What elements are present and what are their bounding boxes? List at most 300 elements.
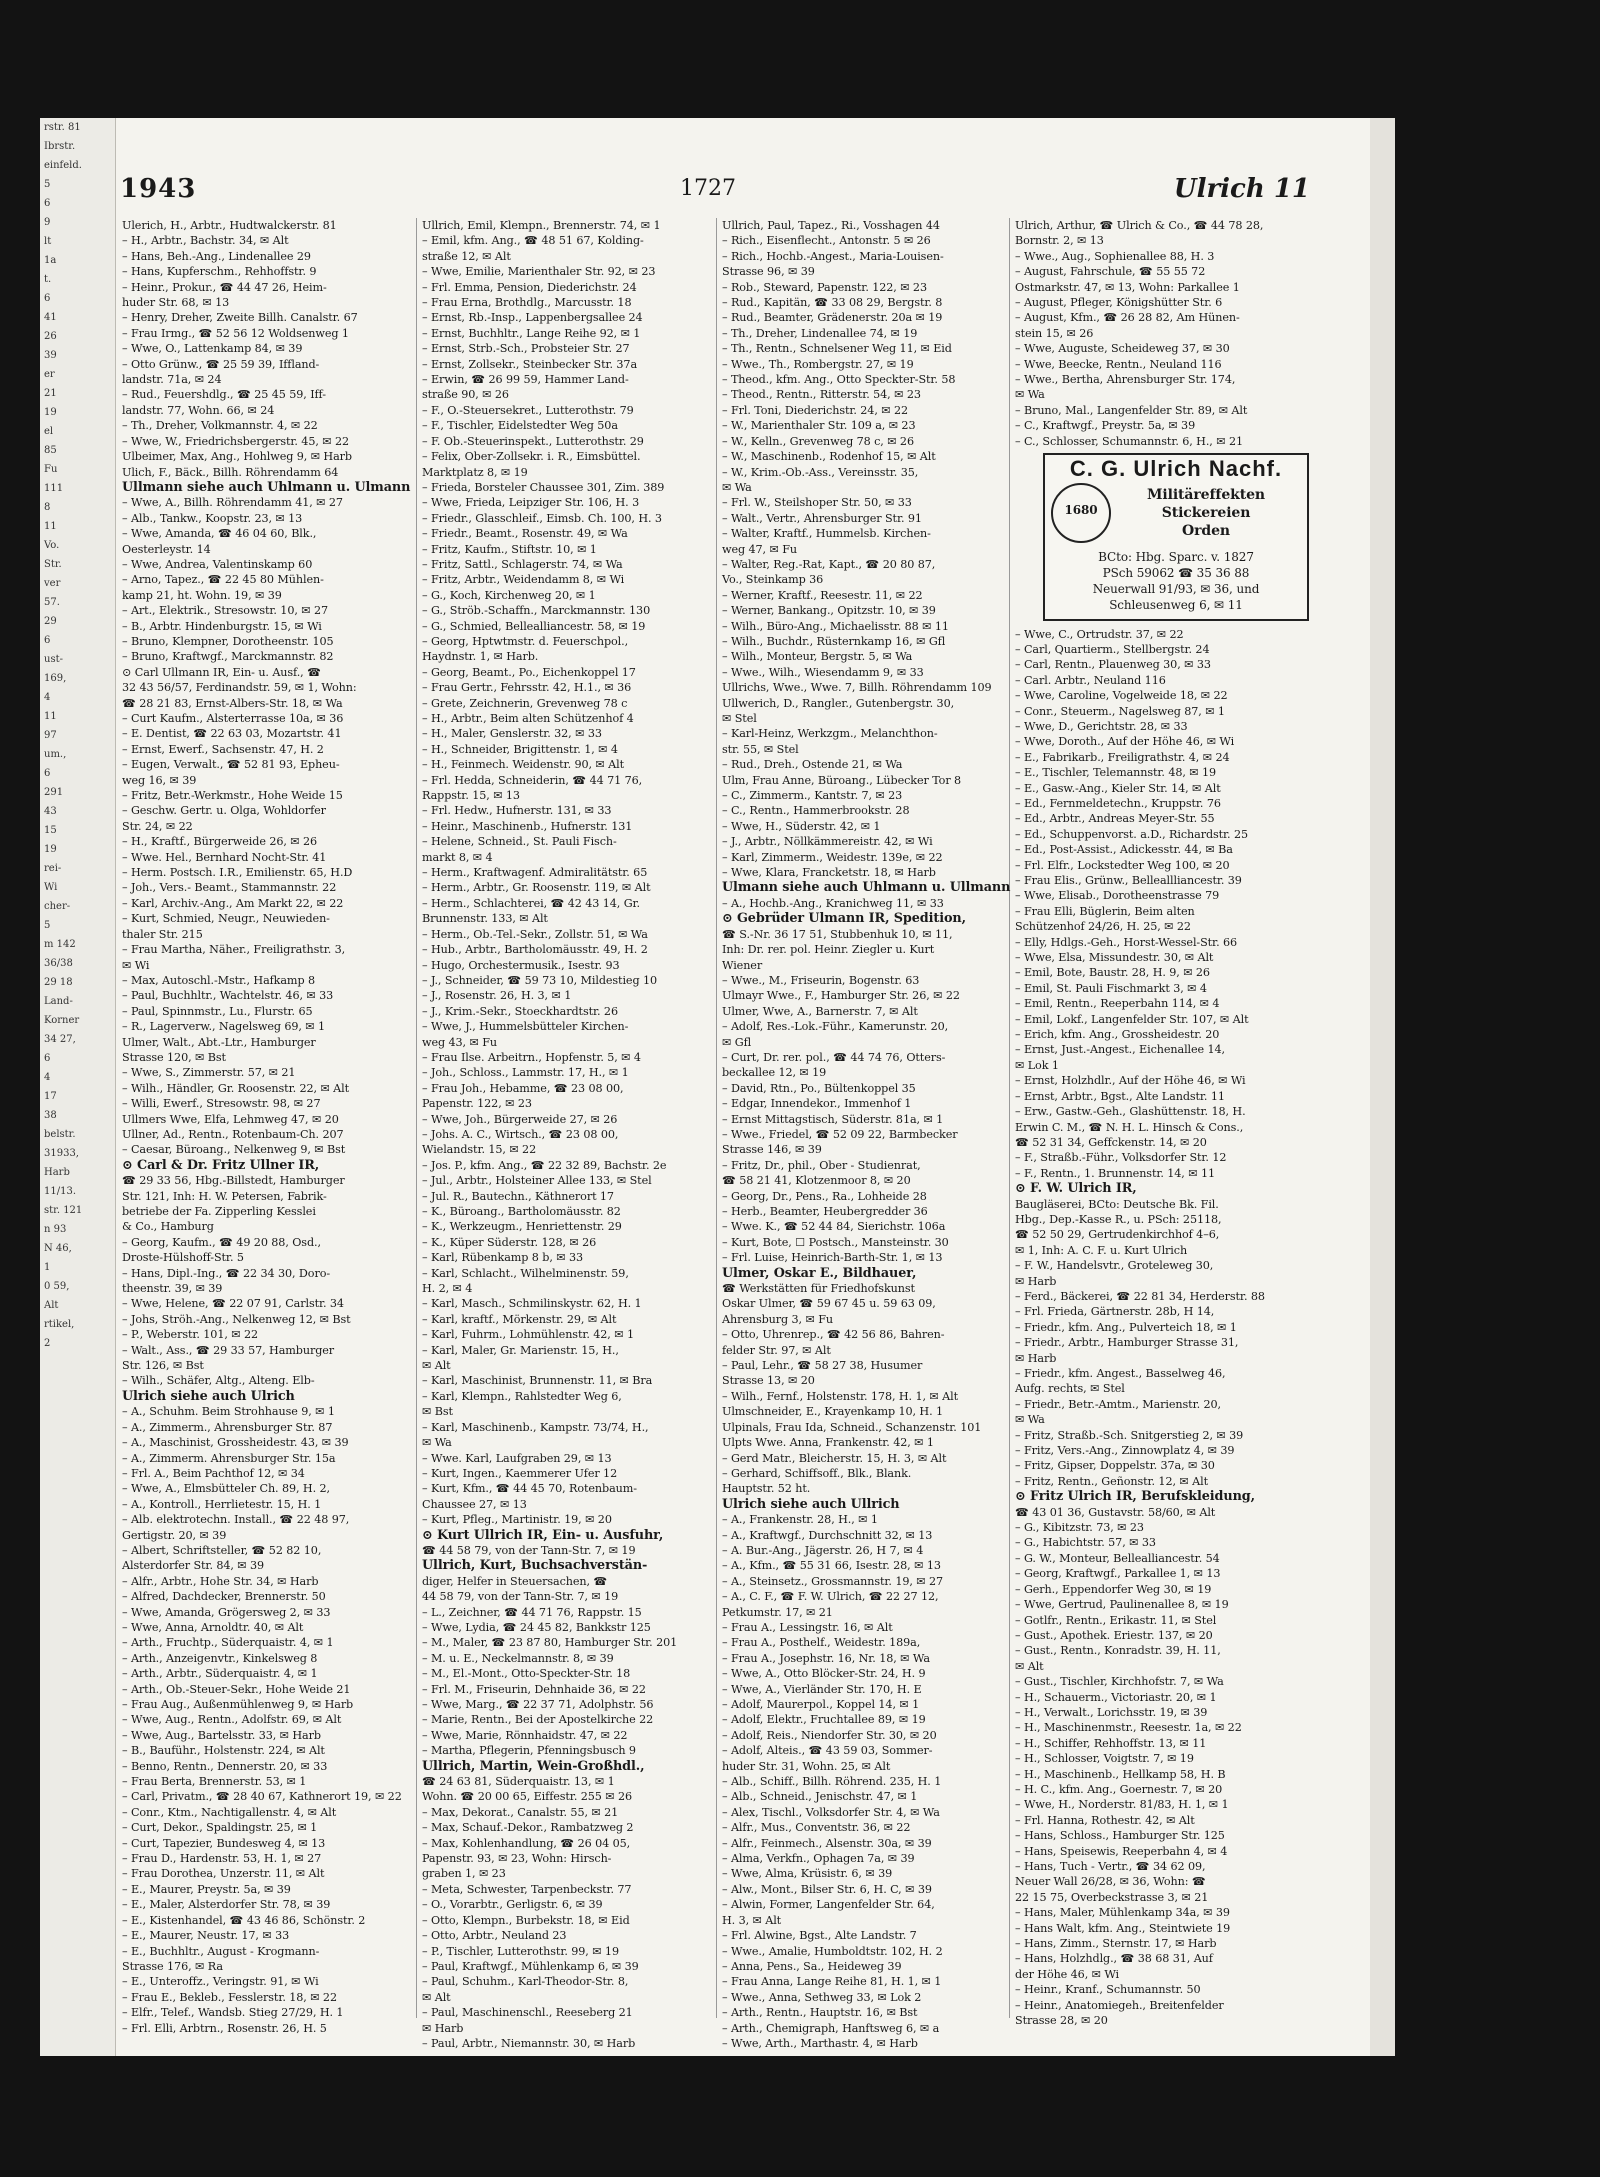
directory-entry: Erwin C. M., ☎ N. H. L. Hinsch & Cons., <box>1015 1120 1244 1134</box>
directory-entry: Bornstr. 2, ✉ 13 <box>1015 234 1104 248</box>
directory-entry: ☎ 58 21 41, Klotzenmoor 8, ✉ 20 <box>722 1174 911 1188</box>
strip-fragment: 6 <box>44 198 51 209</box>
directory-entry: – Max, Autoschl.-Mstr., Hafkamp 8 <box>122 973 315 987</box>
directory-entry: – Paul, Lehr., ☎ 58 27 38, Husumer <box>722 1359 923 1373</box>
directory-entry: Str. 121, Inh: H. W. Petersen, Fabrik- <box>122 1189 327 1203</box>
directory-entry: 44 58 79, von der Tann-Str. 7, ✉ 19 <box>422 1590 619 1604</box>
directory-entry: – Wwe, Elsa, Missundestr. 30, ✉ Alt <box>1015 951 1214 965</box>
directory-entry: – A., Zimmerm., Ahrensburger Str. 87 <box>122 1420 333 1434</box>
directory-entry: – Arth., Rentn., Hauptstr. 16, ✉ Bst <box>722 2006 918 2020</box>
directory-entry: – Wwe., Bertha, Ahrensburger Str. 174, <box>1015 373 1236 387</box>
directory-entry: – Max, Schauf.-Dekor., Rambatzweg 2 <box>422 1821 634 1835</box>
directory-entry: – Wwe, Gertrud, Paulinenallee 8, ✉ 19 <box>1015 1598 1229 1612</box>
strip-fragment: 29 <box>44 616 57 627</box>
directory-entry: – Carl, Rentn., Plauenweg 30, ✉ 33 <box>1015 658 1211 672</box>
directory-entry: – Frau Ilse. Arbeitrn., Hopfenstr. 5, ✉ 4 <box>422 1050 641 1064</box>
directory-entry: – Geschw. Gertr. u. Olga, Wohldorfer <box>122 804 326 818</box>
directory-entry: Ulerich, H., Arbtr., Hudtwalckerstr. 81 <box>122 219 337 232</box>
directory-entry: ☎ 44 58 79, von der Tann-Str. 7, ✉ 19 <box>422 1543 636 1557</box>
directory-entry: – Frl. Luise, Heinrich-Barth-Str. 1, ✉ 13 <box>722 1251 943 1265</box>
directory-entry: – Frau Erna, Brothdlg., Marcusstr. 18 <box>422 296 632 310</box>
directory-entry: theenstr. 39, ✉ 39 <box>122 1282 223 1296</box>
directory-entry: – G. W., Monteur, Bellealliancestr. 54 <box>1015 1551 1220 1565</box>
strip-fragment: rtikel, <box>44 1319 75 1330</box>
directory-entry: – Heinr., Prokur., ☎ 44 47 26, Heim- <box>122 280 327 294</box>
directory-entry: – Emil, Bote, Baustr. 28, H. 9, ✉ 26 <box>1015 966 1210 980</box>
directory-entry: – E., Gasw.-Ang., Kieler Str. 14, ✉ Alt <box>1015 781 1221 795</box>
directory-entry: – Paul, Schuhm., Karl-Theodor-Str. 8, <box>422 1975 629 1989</box>
directory-entry: weg 43, ✉ Fu <box>422 1035 497 1049</box>
directory-entry: – A., Zimmerm. Ahrensburger Str. 15a <box>122 1451 336 1465</box>
previous-page-edge <box>40 118 116 2056</box>
strip-fragment: 19 <box>44 844 57 855</box>
directory-heading: Ullrich, Kurt, Buchsachverstän- <box>422 1558 648 1574</box>
directory-entry: – Wwe, Aug., Bartelsstr. 33, ✉ Harb <box>122 1728 321 1742</box>
directory-entry: – E., Fabrikarb., Freiligrathstr. 4, ✉ 24 <box>1015 750 1230 764</box>
directory-entry: – Frau Joh., Hebamme, ☎ 23 08 00, <box>422 1081 624 1095</box>
directory-entry: – Hub., Arbtr., Bartholomäusstr. 49, H. 2 <box>422 943 648 957</box>
directory-entry: Hbg., Dep.-Kasse R., u. PSch: 25118, <box>1015 1212 1222 1226</box>
directory-entry: – K., Werkzeugm., Henriettenstr. 29 <box>422 1220 622 1234</box>
directory-entry: Petkumstr. 17, ✉ 21 <box>722 1605 833 1619</box>
directory-entry: – Ed., Schuppenvorst. a.D., Richardstr. 25 <box>1015 827 1249 841</box>
directory-entry: – Karl, Fuhrm., Lohmühlenstr. 42, ✉ 1 <box>422 1328 634 1342</box>
directory-entry: – Frl. M., Friseurin, Dehnhaide 36, ✉ 22 <box>422 1682 646 1696</box>
directory-entry: – Hans, Tuch - Vertr., ☎ 34 62 09, <box>1015 1860 1206 1873</box>
directory-entry: – R., Lagerverw., Nagelsweg 69, ✉ 1 <box>122 1020 326 1034</box>
directory-entry: – G., Habichtstr. 57, ✉ 33 <box>1015 1536 1156 1550</box>
directory-entry: – Erwin, ☎ 26 99 59, Hammer Land- <box>422 373 629 387</box>
strip-fragment: 6 <box>44 1053 51 1064</box>
directory-entry: – H. C., kfm. Ang., Goernestr. 7, ✉ 20 <box>1015 1782 1223 1796</box>
directory-entry: – Wwe, O., Lattenkamp 84, ✉ 39 <box>122 342 303 356</box>
directory-entry: Ulbeimer, Max, Ang., Hohlweg 9, ✉ Harb <box>122 450 352 464</box>
directory-entry: – Paul, Kraftwgf., Mühlenkamp 6, ✉ 39 <box>422 1959 639 1973</box>
directory-entry: – Heinr., Anatomiegeh., Breitenfelder <box>1015 1998 1224 2012</box>
directory-entry: – Joh., Vers.- Beamt., Stammannstr. 22 <box>122 881 337 895</box>
directory-entry: str. 55, ✉ Stel <box>722 742 799 756</box>
directory-entry: Ulpinals, Frau Ida, Schneid., Schanzenstr. 101 <box>722 1420 982 1434</box>
strip-fragment: 291 <box>44 787 64 798</box>
strip-fragment: 9 <box>44 217 51 228</box>
directory-entry: – Wwe., Wilh., Wiesendamm 9, ✉ 33 <box>722 665 924 679</box>
directory-entry: – B., Bauführ., Holstenstr. 224, ✉ Alt <box>122 1744 325 1758</box>
directory-entry: – Anna, Pens., Sa., Heideweg 39 <box>722 1959 902 1973</box>
strip-fragment: ver <box>44 578 61 589</box>
directory-entry: betriebe der Fa. Zipperling Kesslei <box>122 1205 316 1218</box>
directory-entry: – August, Pfleger, Königshütter Str. 6 <box>1015 296 1223 310</box>
directory-entry: Str. 24, ✉ 22 <box>122 819 193 833</box>
directory-entry: Ullrich, Paul, Tapez., Ri., Vosshagen 44 <box>722 219 940 232</box>
directory-entry: – Emil, St. Pauli Fischmarkt 3, ✉ 4 <box>1015 981 1207 995</box>
directory-entry: Inh: Dr. rer. pol. Heinr. Ziegler u. Kurt <box>722 943 935 957</box>
directory-entry: – Wwe, A., Vierländer Str. 170, H. E <box>722 1682 922 1696</box>
strip-fragment: 19 <box>44 407 57 418</box>
directory-entry: – Art., Elektrik., Stresowstr. 10, ✉ 27 <box>122 604 329 618</box>
directory-entry: – Paul, Maschinenschl., Reeseberg 21 <box>422 2006 633 2020</box>
directory-entry: – Rich., Eisenflecht., Antonstr. 5 ✉ 26 <box>722 234 931 248</box>
directory-entry: – Wwe, Klara, Francketstr. 18, ✉ Harb <box>722 866 936 880</box>
directory-entry: Ulrich, Arthur, ☎ Ulrich & Co., ☎ 44 78 28, <box>1015 219 1264 232</box>
directory-entry: – Frau Anna, Lange Reihe 81, H. 1, ✉ 1 <box>722 1975 942 1989</box>
directory-entry: – Ed., Arbtr., Andreas Meyer-Str. 55 <box>1015 812 1215 826</box>
directory-entry: Ulmschneider, E., Krayenkamp 10, H. 1 <box>722 1405 944 1419</box>
directory-entry: – Hans, Zimm., Sternstr. 17, ✉ Harb <box>1015 1937 1217 1951</box>
directory-entry: – Frl. A., Beim Pachthof 12, ✉ 34 <box>122 1466 305 1480</box>
directory-entry: – Wwe, Amanda, ☎ 46 04 60, Blk., <box>122 527 317 541</box>
strip-fragment: 4 <box>44 692 51 703</box>
directory-entry: – Ferd., Bäckerei, ☎ 22 81 34, Herderstr. 88 <box>1015 1289 1265 1303</box>
strip-fragment: Land- <box>44 996 73 1007</box>
directory-entry: – P., Weberstr. 101, ✉ 22 <box>122 1328 259 1342</box>
directory-entry: ✉ Alt <box>1015 1659 1044 1673</box>
strip-fragment: Ibrstr. <box>44 141 76 152</box>
directory-entry: – A., Maschinist, Grossheidestr. 43, ✉ 39 <box>122 1436 349 1450</box>
directory-entry: Ahrensburg 3, ✉ Fu <box>722 1312 833 1326</box>
directory-entry: – Albert, Schriftsteller, ☎ 52 82 10, <box>122 1543 322 1557</box>
directory-entry: – Erich, kfm. Ang., Grossheidestr. 20 <box>1015 1028 1220 1042</box>
directory-entry: – Frau Dorothea, Unzerstr. 11, ✉ Alt <box>122 1867 325 1881</box>
directory-entry: – Wwe, Marg., ☎ 22 37 71, Adolphstr. 56 <box>422 1698 654 1711</box>
directory-entry: – Frau D., Hardenstr. 53, H. 1, ✉ 27 <box>122 1852 322 1866</box>
directory-entry: – Felix, Ober-Zollsekr. i. R., Eimsbüttel. <box>422 450 641 464</box>
name-range: Ulrich 11 <box>1173 174 1310 204</box>
directory-entry: – Paul, Buchhltr., Wachtelstr. 46, ✉ 33 <box>122 989 334 1003</box>
directory-entry: – Erw., Gastw.-Geh., Glashüttenstr. 18, H. <box>1015 1105 1246 1119</box>
directory-entry: der Höhe 46, ✉ Wi <box>1015 1967 1120 1981</box>
directory-entry: diger, Helfer in Steuersachen, ☎ <box>422 1574 608 1588</box>
directory-entry: – August, Kfm., ☎ 26 28 82, Am Hünen- <box>1015 311 1240 325</box>
ad-bank: BCto: Hbg. Sparc. v. 1827 <box>1098 549 1254 564</box>
directory-entry: Strasse 13, ✉ 20 <box>722 1374 815 1388</box>
ad-address: Neuerwall 91/93, ✉ 36, und <box>1092 581 1260 596</box>
directory-entry: – Wwe., M., Friseurin, Bogenstr. 63 <box>722 973 920 987</box>
directory-entry: Haydnstr. 1, ✉ Harb. <box>422 650 539 664</box>
directory-entry: – Fritz, Vers.-Ang., Zinnowplatz 4, ✉ 39 <box>1015 1444 1235 1458</box>
directory-entry: – Karl-Heinz, Werkzgm., Melanchthon- <box>722 727 938 741</box>
directory-entry: – Adolf, Res.-Lok.-Führ., Kamerunstr. 20, <box>722 1020 949 1034</box>
directory-entry: – Wwe, A., Elmsbütteler Ch. 89, H. 2, <box>122 1482 330 1496</box>
directory-column-4 <box>1015 218 1307 2028</box>
directory-entry: – Wwe., Anna, Sethweg 33, ✉ Lok 2 <box>722 1990 922 2004</box>
directory-entry: – Wwe, Aug., Rentn., Adolfstr. 69, ✉ Alt <box>122 1713 342 1727</box>
directory-entry: stein 15, ✉ 26 <box>1015 326 1094 340</box>
directory-entry: Oskar Ulmer, ☎ 59 67 45 u. 59 63 09, <box>722 1297 936 1311</box>
directory-entry: – Gust., Tischler, Kirchhofstr. 7, ✉ Wa <box>1015 1675 1224 1689</box>
directory-entry: ☎ S.-Nr. 36 17 51, Stubbenhuk 10, ✉ 11, <box>722 927 953 941</box>
directory-entry: – Walt., Vertr., Ahrensburger Str. 91 <box>722 511 922 525</box>
directory-entry: ⊙ Carl Ullmann IR, Ein- u. Ausf., ☎ <box>122 665 321 679</box>
directory-entry: – Frau Martha, Näher., Freiligrathstr. 3, <box>122 943 346 957</box>
directory-entry: ✉ Wa <box>1015 388 1045 402</box>
directory-entry: – H., Maschinenmstr., Reesestr. 1a, ✉ 22 <box>1015 1721 1242 1735</box>
directory-entry: – Karl, Archiv.-Ang., Am Markt 22, ✉ 22 <box>122 896 344 910</box>
directory-entry: – Friedr., kfm. Ang., Pulverteich 18, ✉ 1 <box>1015 1320 1237 1334</box>
directory-entry: Ulm, Frau Anne, Büroang., Lübecker Tor 8 <box>722 773 962 787</box>
directory-entry: – Rud., Beamter, Grädenerstr. 20a ✉ 19 <box>722 311 943 325</box>
directory-entry: – Ed., Fernmeldetechn., Kruppstr. 76 <box>1015 796 1221 810</box>
strip-fragment: Str. <box>44 559 62 570</box>
directory-entry: – Wilh., Händler, Gr. Roosenstr. 22, ✉ Alt <box>122 1081 350 1095</box>
directory-entry: – Fritz, Gipser, Doppelstr. 37a, ✉ 30 <box>1015 1459 1215 1473</box>
directory-entry: – Kurt, Bote, ☐ Postsch., Mansteinstr. 30 <box>722 1235 949 1249</box>
directory-entry: landstr. 71a, ✉ 24 <box>122 373 222 387</box>
directory-entry: – Gust., Rentn., Konradstr. 39, H. 11, <box>1015 1644 1221 1658</box>
directory-entry: H. 3, ✉ Alt <box>722 1913 782 1927</box>
directory-entry: ✉ Stel <box>722 712 757 725</box>
column-divider <box>416 218 417 2018</box>
directory-entry: – Karl, Maler, Gr. Marienstr. 15, H., <box>422 1343 619 1357</box>
directory-entry: – Henry, Dreher, Zweite Billh. Canalstr. 67 <box>122 311 358 325</box>
directory-entry: Aufg. rechts, ✉ Stel <box>1015 1382 1125 1396</box>
directory-entry: – Curt, Dekor., Spaldingstr. 25, ✉ 1 <box>122 1821 318 1835</box>
directory-entry: – Carl, Quartierm., Stellbergstr. 24 <box>1015 642 1210 656</box>
directory-entry: Droste-Hülshoff-Str. 5 <box>122 1251 244 1265</box>
directory-entry: ✉ Wi <box>122 958 150 972</box>
directory-entry: Ostmarkstr. 47, ✉ 13, Wohn: Parkallee 1 <box>1015 280 1240 294</box>
directory-entry: – Wwe. Hel., Bernhard Nocht-Str. 41 <box>122 850 327 864</box>
directory-entry: – Alfred, Dachdecker, Brennerstr. 50 <box>122 1590 326 1604</box>
directory-entry: kamp 21, ht. Wohn. 19, ✉ 39 <box>122 588 282 602</box>
directory-entry: – W., Kelln., Grevenweg 78 c, ✉ 26 <box>722 434 914 448</box>
directory-entry: – Th., Dreher, Volkmannstr. 4, ✉ 22 <box>122 419 318 433</box>
strip-fragment: cher- <box>44 901 71 912</box>
directory-entry: – Emil, Lokf., Langenfelder Str. 107, ✉ Alt <box>1015 1012 1249 1026</box>
directory-entry: – Wwe, C., Ortrudstr. 37, ✉ 22 <box>1015 627 1184 641</box>
strip-fragment: el <box>44 426 54 437</box>
directory-entry: – Wwe. Karl, Laufgraben 29, ✉ 13 <box>422 1451 612 1465</box>
directory-entry: – Frau A., Posthelf., Weidestr. 189a, <box>722 1636 921 1650</box>
directory-entry: – W., Maschinenb., Rodenhof 15, ✉ Alt <box>722 450 936 464</box>
strip-fragment: er <box>44 369 55 380</box>
directory-entry: – W., Krim.-Ob.-Ass., Vereinsstr. 35, <box>722 465 919 479</box>
directory-entry: – Hans, Beh.-Ang., Lindenallee 29 <box>122 249 311 263</box>
directory-entry: – Friedr., Glasschleif., Eimsb. Ch. 100, H. 3 <box>422 511 662 525</box>
directory-entry: Schützenhof 24/26, H. 25, ✉ 22 <box>1015 920 1191 934</box>
directory-entry: – O., Vorarbtr., Gerligstr. 6, ✉ 39 <box>422 1898 603 1912</box>
directory-entry: – E., Unteroffz., Veringstr. 91, ✉ Wi <box>122 1975 319 1989</box>
directory-entry: – E., Maler, Alsterdorfer Str. 78, ✉ 39 <box>122 1898 331 1912</box>
strip-fragment: einfeld. <box>44 160 82 171</box>
directory-entry: – Wwe., Th., Rombergstr. 27, ✉ 19 <box>722 357 914 371</box>
directory-entry: – Willi, Ewerf., Stresowstr. 98, ✉ 27 <box>122 1097 321 1111</box>
directory-entry: – Herm., Kraftwagenf. Admiralitätstr. 65 <box>422 866 648 880</box>
directory-entry: – Frau A., Josephstr. 16, Nr. 18, ✉ Wa <box>722 1651 930 1665</box>
directory-heading: ⊙ F. W. Ulrich IR, <box>1015 1181 1137 1197</box>
directory-entry: – Adolf, Alteis., ☎ 43 59 03, Sommer- <box>722 1744 933 1758</box>
strip-fragment: Alt <box>44 1300 59 1311</box>
strip-fragment: 6 <box>44 768 51 779</box>
directory-entry: – Ed., Post-Assist., Adickesstr. 44, ✉ Ba <box>1015 843 1233 857</box>
directory-entry: Strasse 120, ✉ Bst <box>122 1050 226 1064</box>
directory-entry: – Wwe, A., Billh. Röhrendamm 41, ✉ 27 <box>122 496 343 510</box>
strip-fragment: 43 <box>44 806 57 817</box>
directory-entry: – G., Kibitzstr. 73, ✉ 23 <box>1015 1521 1144 1535</box>
directory-entry: huder Str. 68, ✉ 13 <box>122 296 230 310</box>
directory-entry: straße 12, ✉ Alt <box>422 249 511 263</box>
directory-entry: – Frau Aug., Außenmühlenweg 9, ✉ Harb <box>122 1698 354 1711</box>
directory-entry: Oesterleystr. 14 <box>122 542 211 556</box>
directory-entry: – H., Schauerm., Victoriastr. 20, ✉ 1 <box>1015 1690 1217 1704</box>
directory-entry: – Arth., Anzeigenvtr., Kinkelsweg 8 <box>122 1651 318 1665</box>
directory-heading: Ulmann siehe auch Uhlmann u. Ullmann <box>722 880 1011 896</box>
directory-entry: ☎ 52 31 34, Geffckenstr. 14, ✉ 20 <box>1015 1135 1207 1149</box>
strip-fragment: 97 <box>44 730 57 741</box>
directory-entry: – Frl. Hedw., Hufnerstr. 131, ✉ 33 <box>422 804 612 818</box>
directory-entry: – Ernst Mittagstisch, Süderstr. 81a, ✉ 1 <box>722 1112 944 1126</box>
directory-entry: ✉ Alt <box>422 1359 451 1373</box>
directory-entry: Ulmer, Walt., Abt.-Ltr., Hamburger <box>122 1035 316 1049</box>
directory-entry: – E. Dentist, ☎ 22 63 03, Mozartstr. 41 <box>122 727 342 741</box>
company-advertisement <box>1043 453 1309 620</box>
directory-entry: – Conr., Ktm., Nachtigallenstr. 4, ✉ Alt <box>122 1805 337 1819</box>
directory-entry: – Arno, Tapez., ☎ 22 45 80 Mühlen- <box>122 573 324 587</box>
directory-entry: weg 16, ✉ 39 <box>122 773 197 787</box>
directory-entry: Neuer Wall 26/28, ✉ 36, Wohn: ☎ <box>1015 1875 1206 1889</box>
directory-entry: – Rob., Steward, Papenstr. 122, ✉ 23 <box>722 280 927 294</box>
directory-entry: ✉ 1, Inh: A. C. F. u. Kurt Ulrich <box>1015 1243 1188 1257</box>
directory-entry: – Frl. Elfr., Lockstedter Weg 100, ✉ 20 <box>1015 858 1230 872</box>
directory-entry: – Wilh., Schäfer, Altg., Alteng. Elb- <box>122 1374 315 1388</box>
directory-entry: – Wwe, Anna, Arnoldtr. 40, ✉ Alt <box>122 1620 304 1634</box>
directory-entry: – Paul, Arbtr., Niemannstr. 30, ✉ Harb <box>422 2036 636 2050</box>
directory-entry: – Ernst, Rb.-Insp., Lappenbergsallee 24 <box>422 311 643 325</box>
directory-entry: – Frau A., Lessingstr. 16, ✉ Alt <box>722 1620 893 1634</box>
strip-fragment: 17 <box>44 1091 57 1102</box>
directory-entry: Strasse 28, ✉ 20 <box>1015 2014 1108 2028</box>
directory-entry: – H., Feinmech. Weidenstr. 90, ✉ Alt <box>422 758 625 772</box>
directory-heading: Ulrich siehe auch Ulrich <box>122 1388 295 1404</box>
directory-entry: – Otto, Arbtr., Neuland 23 <box>422 1929 567 1943</box>
directory-entry: – Frl. Hanna, Rothestr. 42, ✉ Alt <box>1015 1813 1195 1827</box>
directory-entry: Ulmer, Wwe, A., Barnerstr. 7, ✉ Alt <box>722 1004 918 1018</box>
directory-entry: – Herb., Beamter, Heubergredder 36 <box>722 1205 928 1218</box>
directory-entry: – H., Arbtr., Beim alten Schützenhof 4 <box>422 712 634 725</box>
directory-entry: – Arth., Ob.-Steuer-Sekr., Hohe Weide 21 <box>122 1682 351 1696</box>
directory-entry: – Frl. Emma, Pension, Diederichstr. 24 <box>422 280 637 294</box>
strip-fragment: Harb <box>44 1167 70 1178</box>
strip-fragment: 5 <box>44 920 51 931</box>
directory-entry: Brunnenstr. 133, ✉ Alt <box>422 912 548 926</box>
directory-entry: – G., Koch, Kirchenweg 20, ✉ 1 <box>422 588 596 602</box>
directory-entry: – Hugo, Orchestermusik., Isestr. 93 <box>422 958 620 972</box>
directory-entry: – F., O.-Steuersekret., Lutterothstr. 79 <box>422 403 634 417</box>
directory-entry: Wiener <box>722 958 763 972</box>
directory-entry: – Emil, Rentn., Reeperbahn 114, ✉ 4 <box>1015 997 1220 1011</box>
directory-entry: – Caesar, Büroang., Nelkenweg 9, ✉ Bst <box>122 1143 346 1157</box>
directory-heading: ⊙ Gebrüder Ulmann IR, Spedition, <box>722 911 966 927</box>
directory-entry: – Wwe., Aug., Sophienallee 88, H. 3 <box>1015 249 1215 263</box>
directory-entry: – Wwe., Friedel, ☎ 52 09 22, Barmbecker <box>722 1127 958 1141</box>
directory-entry: – Heinr., Maschinenb., Hufnerstr. 131 <box>422 819 633 833</box>
directory-entry: – Ernst, Ewerf., Sachsenstr. 47, H. 2 <box>122 742 324 756</box>
directory-entry: – Alfr., Mus., Conventstr. 36, ✉ 22 <box>722 1821 911 1835</box>
directory-entry: – Frau Elis., Grünw., Belleallliancestr. 39 <box>1015 874 1242 887</box>
directory-entry: – Curt, Tapezier, Bundesweg 4, ✉ 13 <box>122 1836 326 1850</box>
directory-entry: Papenstr. 122, ✉ 23 <box>422 1097 532 1111</box>
directory-entry: ☎ Werkstätten für Friedhofskunst <box>722 1282 915 1296</box>
directory-entry: – Max, Dekorat., Canalstr. 55, ✉ 21 <box>422 1805 619 1819</box>
directory-entry: – Wwe, S., Zimmerstr. 57, ✉ 21 <box>122 1066 296 1080</box>
directory-entry: – Frau Elli, Büglerin, Beim alten <box>1015 904 1195 918</box>
directory-entry: Marktplatz 8, ✉ 19 <box>422 465 528 479</box>
directory-entry: – G., Schmied, Bellealliancestr. 58, ✉ 19 <box>422 619 646 633</box>
directory-entry: – Bruno, Klempner, Dorotheenstr. 105 <box>122 634 334 648</box>
directory-entry: – Gust., Apothek. Eriestr. 137, ✉ 20 <box>1015 1628 1213 1642</box>
directory-entry: – L., Zeichner, ☎ 44 71 76, Rappstr. 15 <box>422 1605 642 1619</box>
seal-year: 1680 <box>1064 502 1098 517</box>
directory-entry: – Jos. P., kfm. Ang., ☎ 22 32 89, Bachstr. 2e <box>422 1158 667 1172</box>
directory-entry: ✉ Bst <box>422 1405 453 1419</box>
directory-entry: – Fritz, Betr.-Werkmstr., Hohe Weide 15 <box>122 789 343 803</box>
strip-fragment: 85 <box>44 445 57 456</box>
directory-entry: – Friedr., Beamt., Rosenstr. 49, ✉ Wa <box>422 527 628 541</box>
strip-fragment: 8 <box>44 502 51 513</box>
strip-fragment: 57. <box>44 597 60 608</box>
strip-fragment: 6 <box>44 293 51 304</box>
strip-fragment: Korner <box>44 1015 80 1026</box>
directory-entry: – Georg, Kaufm., ☎ 49 20 88, Osd., <box>122 1235 321 1249</box>
strip-fragment: 29 18 <box>44 977 73 988</box>
directory-entry: – Alb., Schneid., Jenischstr. 47, ✉ 1 <box>722 1790 918 1804</box>
directory-entry: – Karl, Maschinenb., Kampstr. 73/74, H., <box>422 1420 649 1434</box>
directory-entry: – Jul., Arbtr., Holsteiner Allee 133, ✉ Stel <box>422 1174 652 1188</box>
directory-entry: – Alma, Verkfn., Ophagen 7a, ✉ 39 <box>722 1852 915 1866</box>
directory-entry: – A., Schuhm. Beim Strohhause 9, ✉ 1 <box>122 1405 335 1419</box>
directory-entry: – F., Straßb.-Führ., Volksdorfer Str. 12 <box>1015 1151 1227 1165</box>
directory-entry: – Wwe, Arth., Marthastr. 4, ✉ Harb <box>722 2036 918 2050</box>
directory-entry: – F. Ob.-Steuerinspekt., Lutterothstr. 29 <box>422 434 644 448</box>
directory-entry: – Rud., Dreh., Ostende 21, ✉ Wa <box>722 758 903 772</box>
directory-entry: Rappstr. 15, ✉ 13 <box>422 789 520 803</box>
directory-entry: – Wwe, Beecke, Rentn., Neuland 116 <box>1015 357 1222 371</box>
directory-entry: – Wwe, H., Norderstr. 81/83, H. 1, ✉ 1 <box>1015 1798 1229 1812</box>
directory-entry: Alsterdorfer Str. 84, ✉ 39 <box>122 1559 265 1573</box>
directory-entry: – H., Schlosser, Voigtstr. 7, ✉ 19 <box>1015 1752 1194 1766</box>
directory-entry: – Karl, kraftf., Mörkenstr. 29, ✉ Alt <box>422 1312 617 1326</box>
directory-entry: – Gerhard, Schiffsoff., Blk., Blank. <box>722 1466 912 1480</box>
directory-entry: – Bruno, Kraftwgf., Marckmannstr. 82 <box>122 650 334 664</box>
directory-entry: – J., Rosenstr. 26, H. 3, ✉ 1 <box>422 989 572 1003</box>
directory-entry: – Herm., Schlachterei, ☎ 42 43 14, Gr. <box>422 896 641 910</box>
directory-entry: – C., Schlosser, Schumannstr. 6, H., ✉ 21 <box>1015 434 1243 448</box>
directory-entry: – Johs, Ströh.-Ang., Nelkenweg 12, ✉ Bst <box>122 1312 351 1326</box>
directory-entry: – Alwin, Former, Langenfelder Str. 64, <box>722 1898 935 1912</box>
directory-entry: – Otto Grünw., ☎ 25 59 39, Iffland- <box>122 357 320 371</box>
directory-entry: – Adolf, Maurerpol., Koppel 14, ✉ 1 <box>722 1698 920 1711</box>
strip-fragment: str. 121 <box>44 1205 83 1216</box>
directory-entry: – A., Frankenstr. 28, H., ✉ 1 <box>722 1513 878 1527</box>
directory-entry: – Wwe, D., Gerichtstr. 28, ✉ 33 <box>1015 719 1188 733</box>
directory-entry: – B., Arbtr. Hindenburgstr. 15, ✉ Wi <box>122 619 322 633</box>
directory-entry: beckallee 12, ✉ 19 <box>722 1066 827 1080</box>
directory-entry: – Frl. Elli, Arbtrn., Rosenstr. 26, H. 5 <box>122 2021 327 2035</box>
directory-entry: – C., Rentn., Hammerbrookstr. 28 <box>722 804 910 818</box>
strip-fragment: 1a <box>44 255 57 266</box>
strip-fragment: belstr. <box>44 1129 76 1140</box>
directory-entry: Chaussee 27, ✉ 13 <box>422 1497 527 1511</box>
directory-entry: – Fritz, Dr., phil., Ober - Studienrat, <box>722 1158 921 1172</box>
strip-fragment: Fu <box>44 464 58 475</box>
directory-entry: – A. Bur.-Ang., Jägerstr. 26, H 7, ✉ 4 <box>722 1543 924 1557</box>
strip-fragment: rstr. 81 <box>44 122 81 133</box>
directory-entry: Ullrich, Emil, Klempn., Brennerstr. 74, ✉ 1 <box>422 219 661 232</box>
directory-entry: – Wwe, H., Süderstr. 42, ✉ 1 <box>722 819 881 833</box>
directory-entry: weg 47, ✉ Fu <box>722 542 797 556</box>
directory-entry: – Georg, Hptwtmstr. d. Feuerschpol., <box>422 634 629 648</box>
directory-entry: – Gerd Matr., Bleicherstr. 15, H. 3, ✉ Alt <box>722 1451 947 1465</box>
directory-entry: – Wwe, Frieda, Leipziger Str. 106, H. 3 <box>422 496 640 510</box>
